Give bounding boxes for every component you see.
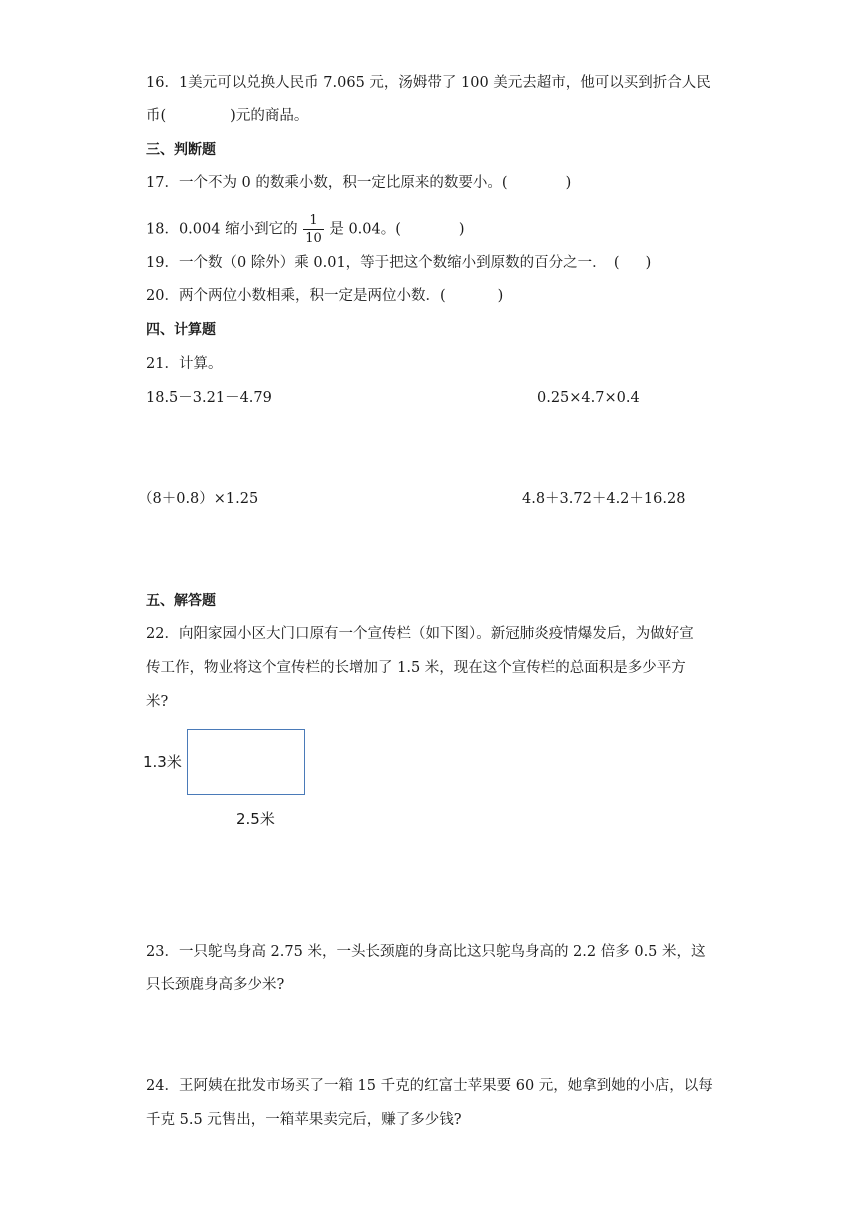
section-5-heading: 五、解答题 — [146, 593, 216, 609]
section-3-heading: 三、判断题 — [146, 142, 216, 158]
q21-expression-4: 4.8＋3.72＋4.2＋16.28 — [522, 491, 686, 507]
figure-width-label: 2.5米 — [236, 810, 275, 828]
q22-line2: 传工作，物业将这个宣传栏的长增加了 1.5 米，现在这个宣传栏的总面积是多少平方 — [146, 660, 686, 676]
q16-line2-end: )元的商品。 — [230, 108, 309, 124]
q21-expression-3: （8＋0.8）×1.25 — [138, 491, 259, 507]
q18-fraction-numerator: 1 — [303, 212, 324, 230]
q23-line1: 23．一只鸵鸟身高 2.75 米，一头长颈鹿的身高比这只鸵鸟身高的 2.2 倍多 0.5 米，这 — [146, 944, 706, 960]
q18-close: ) — [458, 221, 465, 238]
q17-close: ) — [565, 175, 572, 191]
q16-line1: 16．1美元可以兑换人民币 7.065 元，汤姆带了 100 美元去超市，他可以买到折合人民 — [146, 75, 711, 91]
q21-expression-1: 18.5－3.21－4.79 — [146, 390, 272, 406]
q23-line2: 只长颈鹿身高多少米? — [146, 977, 285, 993]
q21-expression-2: 0.25×4.7×0.4 — [537, 390, 640, 406]
q18-fraction-denominator: 10 — [305, 231, 322, 246]
q22-line1: 22．向阳家园小区大门口原有一个宣传栏（如下图）。新冠肺炎疫情爆发后，为做好宣 — [146, 626, 694, 642]
q19-close: ) — [645, 255, 652, 271]
section-4-heading: 四、计算题 — [146, 322, 216, 338]
question-20 — [146, 286, 503, 306]
q20-close: ) — [497, 288, 504, 304]
figure-height-label: 1.3米 — [143, 753, 182, 771]
q22-line3: 米? — [146, 694, 169, 710]
q24-line1: 24．王阿姨在批发市场买了一箱 15 千克的红富士苹果要 60 元，她拿到她的小店，以每 — [146, 1078, 713, 1094]
q16-line2 — [146, 106, 308, 126]
q24-line2: 千克 5.5 元售出，一箱苹果卖完后，赚了多少钱? — [146, 1112, 462, 1128]
bulletin-board-rectangle — [187, 729, 305, 795]
q17-text: 17．一个不为 0 的数乘小数，积一定比原来的数要小。( — [146, 175, 508, 191]
q18-text-start: 18．0.004 缩小到它的 — [146, 221, 298, 238]
question-18 — [146, 212, 465, 247]
q21-label: 21．计算。 — [146, 356, 223, 372]
q20-text: 20．两个两位小数相乘，积一定是两位小数．( — [146, 288, 446, 304]
question-17 — [146, 173, 571, 193]
question-19 — [146, 253, 651, 273]
q18-fraction — [303, 212, 324, 247]
q16-line2-start: 币( — [146, 108, 167, 124]
q18-text-end: 是 0.04。( — [329, 221, 401, 238]
q19-text: 19．一个数（0 除外）乘 0.01，等于把这个数缩小到原数的百分之一． ( — [146, 255, 620, 271]
